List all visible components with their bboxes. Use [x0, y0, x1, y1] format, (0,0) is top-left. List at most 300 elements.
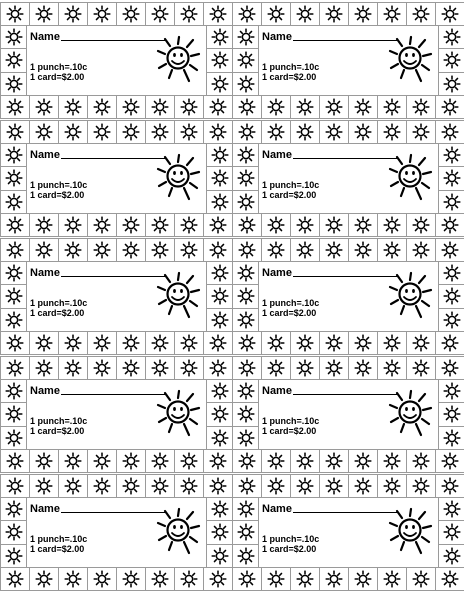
- punch-cell[interactable]: [0, 166, 27, 190]
- punch-cell[interactable]: [261, 449, 291, 473]
- punch-cell[interactable]: [58, 95, 88, 119]
- punch-cell[interactable]: [438, 48, 464, 72]
- punch-cell[interactable]: [203, 331, 233, 355]
- punch-cell[interactable]: [206, 520, 233, 544]
- punch-cell[interactable]: [174, 120, 204, 144]
- punch-cell[interactable]: [0, 284, 27, 308]
- punch-cell[interactable]: [116, 238, 146, 262]
- punch-cell[interactable]: [203, 567, 233, 591]
- punch-cell[interactable]: [0, 331, 30, 355]
- punch-cell[interactable]: [438, 379, 464, 403]
- punch-cell[interactable]: [435, 331, 464, 355]
- sun-icon: [297, 570, 314, 587]
- punch-cell[interactable]: [203, 2, 233, 26]
- punch-cell[interactable]: [58, 474, 88, 498]
- punch-cell[interactable]: [348, 567, 378, 591]
- punch-cell[interactable]: [290, 567, 320, 591]
- punch-cell[interactable]: [435, 449, 464, 473]
- punch-cell[interactable]: [116, 449, 146, 473]
- punch-cell[interactable]: [290, 95, 320, 119]
- punch-cell[interactable]: [58, 331, 88, 355]
- punch-cell[interactable]: [206, 25, 233, 49]
- punch-cell[interactable]: [203, 120, 233, 144]
- punch-cell[interactable]: [348, 331, 378, 355]
- punch-cell[interactable]: [0, 25, 27, 49]
- punch-cell[interactable]: [0, 308, 27, 332]
- punch-cell[interactable]: [87, 95, 117, 119]
- sun-icon: [5, 193, 22, 210]
- punch-cell[interactable]: [438, 284, 464, 308]
- sun-icon: [7, 98, 24, 115]
- sun-icon: [384, 124, 401, 141]
- punch-cell[interactable]: [0, 567, 30, 591]
- punch-cell[interactable]: [348, 120, 378, 144]
- punch-cell[interactable]: [261, 567, 291, 591]
- punch-cell[interactable]: [232, 95, 262, 119]
- sun-icon: [268, 334, 285, 351]
- sun-icon: [443, 29, 460, 46]
- punch-cell[interactable]: [203, 449, 233, 473]
- punch-cell[interactable]: [406, 95, 436, 119]
- punch-card: [232, 120, 464, 236]
- punch-cell[interactable]: [0, 356, 30, 380]
- punch-cell[interactable]: [174, 95, 204, 119]
- punch-cell[interactable]: [58, 567, 88, 591]
- punch-cell[interactable]: [0, 449, 30, 473]
- punch-cell[interactable]: [406, 120, 436, 144]
- punch-cell[interactable]: [435, 474, 464, 498]
- punch-cell[interactable]: [348, 356, 378, 380]
- punch-cell[interactable]: [232, 567, 262, 591]
- punch-cell[interactable]: [203, 356, 233, 380]
- sun-icon: [239, 124, 256, 141]
- sun-icon: [239, 478, 256, 495]
- punch-cell[interactable]: [206, 284, 233, 308]
- punch-cell[interactable]: [58, 213, 88, 237]
- punch-cell[interactable]: [0, 520, 27, 544]
- sun-icon: [152, 478, 169, 495]
- punch-cell[interactable]: [261, 213, 291, 237]
- punch-cell[interactable]: [319, 95, 349, 119]
- punch-cell[interactable]: [319, 474, 349, 498]
- sun-icon: [7, 478, 24, 495]
- punch-cell[interactable]: [116, 331, 146, 355]
- punch-cell[interactable]: [0, 190, 27, 214]
- sun-icon: [268, 242, 285, 259]
- punch-rate-text: 1 punch=.10c: [262, 534, 320, 545]
- smiling-sun-icon: [388, 34, 434, 89]
- punch-cell[interactable]: [232, 379, 259, 403]
- punch-cell[interactable]: [29, 567, 59, 591]
- smiling-sun-icon: [156, 506, 202, 561]
- punch-cell[interactable]: [58, 120, 88, 144]
- punch-cell[interactable]: [206, 497, 233, 521]
- sun-icon: [5, 29, 22, 46]
- punch-cell[interactable]: [0, 426, 27, 450]
- punch-cell[interactable]: [145, 213, 175, 237]
- punch-cell[interactable]: [0, 213, 30, 237]
- name-write-line: [293, 394, 399, 395]
- punch-cell[interactable]: [206, 308, 233, 332]
- punch-cell[interactable]: [232, 426, 259, 450]
- punch-card: [232, 238, 464, 354]
- sun-icon: [7, 570, 24, 587]
- punch-cell[interactable]: [145, 474, 175, 498]
- name-write-line: [293, 512, 399, 513]
- punch-cell[interactable]: [319, 449, 349, 473]
- card-info-panel: [258, 497, 439, 568]
- punch-cell[interactable]: [319, 120, 349, 144]
- punch-cell[interactable]: [377, 356, 407, 380]
- punch-cell[interactable]: [406, 2, 436, 26]
- punch-cell[interactable]: [406, 238, 436, 262]
- punch-cell[interactable]: [87, 238, 117, 262]
- punch-cell[interactable]: [145, 449, 175, 473]
- punch-cell[interactable]: [174, 238, 204, 262]
- punch-cell[interactable]: [174, 331, 204, 355]
- punch-cell[interactable]: [438, 520, 464, 544]
- punch-cell[interactable]: [435, 95, 464, 119]
- punch-cell[interactable]: [116, 95, 146, 119]
- punch-cell[interactable]: [319, 567, 349, 591]
- punch-cell[interactable]: [261, 95, 291, 119]
- punch-cell[interactable]: [0, 120, 30, 144]
- punch-cell[interactable]: [319, 331, 349, 355]
- smiling-sun-icon: [388, 152, 434, 207]
- punch-cell[interactable]: [206, 544, 233, 568]
- punch-cell[interactable]: [290, 356, 320, 380]
- punch-cell[interactable]: [290, 120, 320, 144]
- punch-cell[interactable]: [348, 449, 378, 473]
- punch-card: [232, 2, 464, 118]
- punch-cell[interactable]: [438, 143, 464, 167]
- punch-cell[interactable]: [116, 213, 146, 237]
- punch-cell[interactable]: [348, 474, 378, 498]
- punch-cell[interactable]: [232, 544, 259, 568]
- punch-cell[interactable]: [87, 567, 117, 591]
- punch-cell[interactable]: [29, 120, 59, 144]
- punch-cell[interactable]: [174, 2, 204, 26]
- punch-cell[interactable]: [232, 331, 262, 355]
- punch-cell[interactable]: [0, 402, 27, 426]
- punch-cell[interactable]: [377, 95, 407, 119]
- card-value-text: 1 card=$2.00: [262, 190, 317, 201]
- punch-cell[interactable]: [58, 2, 88, 26]
- punch-cell[interactable]: [232, 166, 259, 190]
- name-label: Name: [262, 31, 292, 44]
- punch-cell[interactable]: [29, 356, 59, 380]
- sun-icon: [237, 288, 254, 305]
- punch-cell[interactable]: [261, 238, 291, 262]
- punch-cell[interactable]: [174, 356, 204, 380]
- punch-cell[interactable]: [438, 261, 464, 285]
- punch-cell[interactable]: [206, 72, 233, 96]
- punch-cell[interactable]: [290, 331, 320, 355]
- punch-cell[interactable]: [0, 2, 30, 26]
- sun-icon: [123, 216, 140, 233]
- sun-icon: [94, 216, 111, 233]
- sun-icon: [384, 478, 401, 495]
- punch-cell[interactable]: [206, 166, 233, 190]
- punch-cell[interactable]: [29, 474, 59, 498]
- punch-cell[interactable]: [116, 567, 146, 591]
- punch-cell[interactable]: [0, 544, 27, 568]
- punch-cell[interactable]: [232, 284, 259, 308]
- punch-cell[interactable]: [29, 2, 59, 26]
- name-field: [262, 503, 399, 515]
- punch-cell[interactable]: [438, 72, 464, 96]
- punch-cell[interactable]: [206, 379, 233, 403]
- punch-cell[interactable]: [377, 213, 407, 237]
- punch-cell[interactable]: [348, 95, 378, 119]
- punch-cell[interactable]: [87, 2, 117, 26]
- punch-cell[interactable]: [232, 190, 259, 214]
- punch-cell[interactable]: [232, 213, 262, 237]
- punch-cell[interactable]: [438, 25, 464, 49]
- sun-icon: [443, 75, 460, 92]
- punch-cell[interactable]: [0, 497, 27, 521]
- punch-cell[interactable]: [29, 238, 59, 262]
- punch-cell[interactable]: [206, 261, 233, 285]
- sun-icon: [239, 570, 256, 587]
- punch-cell[interactable]: [377, 474, 407, 498]
- punch-cell[interactable]: [203, 213, 233, 237]
- sun-icon: [384, 98, 401, 115]
- punch-cell[interactable]: [145, 356, 175, 380]
- punch-cell[interactable]: [435, 2, 464, 26]
- punch-cell[interactable]: [174, 449, 204, 473]
- sun-icon: [211, 52, 228, 69]
- punch-cell[interactable]: [174, 474, 204, 498]
- punch-cell[interactable]: [206, 190, 233, 214]
- punch-cell[interactable]: [348, 213, 378, 237]
- sun-icon: [239, 452, 256, 469]
- punch-cell[interactable]: [0, 474, 30, 498]
- sun-icon: [442, 452, 459, 469]
- punch-cell[interactable]: [232, 25, 259, 49]
- punch-cell[interactable]: [438, 497, 464, 521]
- punch-cell[interactable]: [290, 238, 320, 262]
- punch-cell[interactable]: [232, 402, 259, 426]
- punch-cell[interactable]: [174, 567, 204, 591]
- punch-cell[interactable]: [319, 213, 349, 237]
- punch-cell[interactable]: [145, 331, 175, 355]
- punch-cell[interactable]: [406, 356, 436, 380]
- sun-icon: [237, 265, 254, 282]
- punch-cell[interactable]: [203, 95, 233, 119]
- punch-cell[interactable]: [377, 567, 407, 591]
- sun-icon: [211, 524, 228, 541]
- punch-cell[interactable]: [406, 331, 436, 355]
- sun-icon: [442, 98, 459, 115]
- punch-cell[interactable]: [232, 497, 259, 521]
- punch-cell[interactable]: [377, 449, 407, 473]
- punch-cell[interactable]: [438, 402, 464, 426]
- punch-cell[interactable]: [319, 356, 349, 380]
- smiling-sun-icon: [388, 388, 434, 443]
- punch-cell[interactable]: [203, 474, 233, 498]
- punch-cell[interactable]: [348, 2, 378, 26]
- punch-cell[interactable]: [438, 544, 464, 568]
- punch-cell[interactable]: [0, 379, 27, 403]
- punch-cell[interactable]: [261, 331, 291, 355]
- punch-cell[interactable]: [87, 213, 117, 237]
- punch-cell[interactable]: [206, 143, 233, 167]
- punch-cell[interactable]: [0, 72, 27, 96]
- sun-icon: [413, 570, 430, 587]
- sun-icon: [211, 193, 228, 210]
- punch-cell[interactable]: [29, 213, 59, 237]
- punch-cell[interactable]: [206, 426, 233, 450]
- sun-icon: [36, 570, 53, 587]
- card-value-text: 1 card=$2.00: [30, 308, 85, 319]
- sun-icon: [123, 452, 140, 469]
- punch-cell[interactable]: [116, 474, 146, 498]
- punch-cell[interactable]: [261, 474, 291, 498]
- sun-icon: [65, 570, 82, 587]
- punch-cell[interactable]: [438, 190, 464, 214]
- punch-cell[interactable]: [29, 95, 59, 119]
- punch-cell[interactable]: [377, 238, 407, 262]
- punch-cell[interactable]: [290, 449, 320, 473]
- card-value-text: 1 card=$2.00: [30, 190, 85, 201]
- punch-cell[interactable]: [232, 120, 262, 144]
- smiling-sun-icon: [156, 270, 202, 325]
- punch-cell[interactable]: [232, 449, 262, 473]
- punch-cell[interactable]: [145, 2, 175, 26]
- punch-cell[interactable]: [145, 95, 175, 119]
- punch-cell[interactable]: [435, 356, 464, 380]
- punch-cell[interactable]: [0, 143, 27, 167]
- punch-cell[interactable]: [438, 426, 464, 450]
- sun-icon: [5, 501, 22, 518]
- punch-cell[interactable]: [116, 356, 146, 380]
- name-write-line: [61, 512, 167, 513]
- punch-cell[interactable]: [406, 213, 436, 237]
- punch-cell[interactable]: [290, 474, 320, 498]
- sun-icon: [123, 334, 140, 351]
- sun-icon: [5, 406, 22, 423]
- punch-cell[interactable]: [319, 2, 349, 26]
- punch-cell[interactable]: [406, 567, 436, 591]
- punch-cell[interactable]: [58, 356, 88, 380]
- punch-cell[interactable]: [87, 449, 117, 473]
- name-label: Name: [30, 149, 60, 162]
- punch-cell[interactable]: [87, 120, 117, 144]
- punch-cell[interactable]: [232, 308, 259, 332]
- punch-cell[interactable]: [319, 238, 349, 262]
- punch-cell[interactable]: [145, 120, 175, 144]
- punch-cell[interactable]: [435, 238, 464, 262]
- punch-cell[interactable]: [232, 143, 259, 167]
- punch-cell[interactable]: [232, 520, 259, 544]
- punch-cell[interactable]: [406, 449, 436, 473]
- punch-cell[interactable]: [435, 120, 464, 144]
- sun-icon: [297, 242, 314, 259]
- sun-icon: [413, 452, 430, 469]
- punch-cell[interactable]: [261, 356, 291, 380]
- punch-rate-text: 1 punch=.10c: [262, 180, 320, 191]
- sun-icon: [7, 6, 24, 23]
- punch-cell[interactable]: [406, 474, 436, 498]
- punch-cell[interactable]: [206, 48, 233, 72]
- sun-icon: [211, 406, 228, 423]
- sun-icon: [210, 570, 227, 587]
- punch-cell[interactable]: [377, 120, 407, 144]
- punch-cell[interactable]: [29, 449, 59, 473]
- name-field: [262, 385, 399, 397]
- sun-icon: [413, 242, 430, 259]
- punch-cell[interactable]: [0, 48, 27, 72]
- sun-icon: [268, 216, 285, 233]
- sun-icon: [355, 98, 372, 115]
- punch-cell[interactable]: [290, 213, 320, 237]
- sun-icon: [5, 383, 22, 400]
- name-field: [30, 149, 167, 161]
- punch-cell[interactable]: [0, 261, 27, 285]
- sun-icon: [237, 147, 254, 164]
- punch-cell[interactable]: [87, 474, 117, 498]
- punch-cell[interactable]: [116, 120, 146, 144]
- sun-icon: [181, 6, 198, 23]
- punch-cell[interactable]: [290, 2, 320, 26]
- sun-icon: [239, 360, 256, 377]
- punch-cell[interactable]: [232, 2, 262, 26]
- punch-cell[interactable]: [145, 238, 175, 262]
- punch-cell[interactable]: [377, 2, 407, 26]
- sun-icon: [297, 216, 314, 233]
- card-info-panel: [26, 261, 207, 332]
- punch-rate-text: 1 punch=.10c: [30, 180, 88, 191]
- punch-cell[interactable]: [232, 261, 259, 285]
- sun-icon: [123, 360, 140, 377]
- sun-icon: [237, 501, 254, 518]
- punch-cell[interactable]: [438, 166, 464, 190]
- sun-icon: [355, 452, 372, 469]
- punch-cell[interactable]: [203, 238, 233, 262]
- punch-cell[interactable]: [232, 474, 262, 498]
- sun-icon: [443, 547, 460, 564]
- sun-icon: [123, 124, 140, 141]
- punch-cell[interactable]: [232, 48, 259, 72]
- punch-cell[interactable]: [0, 95, 30, 119]
- punch-cell[interactable]: [435, 567, 464, 591]
- punch-cell[interactable]: [348, 238, 378, 262]
- punch-cell[interactable]: [261, 2, 291, 26]
- punch-cell[interactable]: [29, 331, 59, 355]
- punch-cell[interactable]: [232, 356, 262, 380]
- sun-icon: [239, 242, 256, 259]
- punch-cell[interactable]: [261, 120, 291, 144]
- punch-cell[interactable]: [435, 213, 464, 237]
- punch-cell[interactable]: [0, 238, 30, 262]
- punch-cell[interactable]: [377, 331, 407, 355]
- punch-cell[interactable]: [58, 238, 88, 262]
- punch-cell[interactable]: [174, 213, 204, 237]
- punch-cell[interactable]: [58, 449, 88, 473]
- punch-cell[interactable]: [87, 331, 117, 355]
- punch-cell[interactable]: [116, 2, 146, 26]
- punch-cell[interactable]: [206, 402, 233, 426]
- sun-icon: [65, 216, 82, 233]
- punch-cell[interactable]: [232, 238, 262, 262]
- punch-cell[interactable]: [87, 356, 117, 380]
- punch-cell[interactable]: [232, 72, 259, 96]
- sun-icon: [443, 265, 460, 282]
- name-field: [30, 31, 167, 43]
- punch-cell[interactable]: [145, 567, 175, 591]
- punch-cell[interactable]: [438, 308, 464, 332]
